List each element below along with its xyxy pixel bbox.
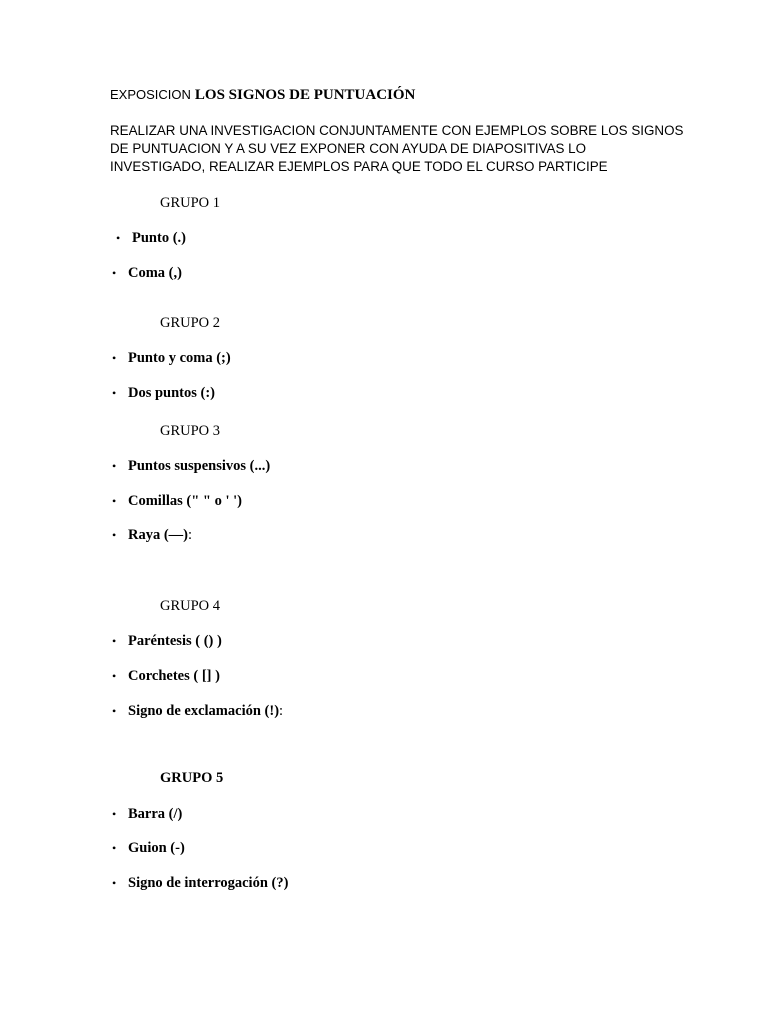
bullet-icon: • — [112, 807, 117, 821]
bullet-icon: • — [112, 494, 117, 508]
list-item-text: Guion (-) — [128, 840, 185, 856]
intro-line: REALIZAR UNA INVESTIGACION CONJUNTAMENTE CON EJEMPLOS SOBRE LOS SIGNOS — [110, 123, 684, 138]
bullet-icon: • — [112, 704, 117, 718]
list-item-text: Barra (/) — [128, 806, 183, 822]
bullet-icon: • — [116, 231, 121, 245]
list-item-text: Comillas (" " o ' ') — [128, 493, 242, 509]
bullet-icon: • — [112, 528, 117, 542]
list-item-text: Punto (.) — [132, 230, 186, 246]
list-item-text: Raya (—) — [128, 527, 189, 543]
list-item — [112, 493, 242, 510]
bullet-icon: • — [112, 386, 117, 400]
list-item — [112, 458, 270, 475]
list-item — [112, 840, 185, 857]
list-item-text: Corchetes ( [] ) — [128, 668, 220, 684]
list-item-text: Coma (,) — [128, 265, 182, 281]
bullet-icon: • — [112, 634, 117, 648]
list-item-suffix: : — [188, 527, 193, 543]
bullet-icon: • — [112, 669, 117, 683]
list-item — [112, 265, 182, 282]
list-item-text: Puntos suspensivos (...) — [128, 458, 271, 474]
list-item — [112, 668, 220, 685]
bullet-icon: • — [112, 351, 117, 365]
group-heading: GRUPO 4 — [160, 598, 221, 614]
list-item-text: Signo de interrogación (?) — [128, 875, 289, 891]
bullet-icon: • — [112, 459, 117, 473]
bullet-icon: • — [112, 841, 117, 855]
document-title — [110, 86, 415, 104]
group-heading: GRUPO 1 — [160, 195, 221, 211]
list-item-text: Paréntesis ( () ) — [128, 633, 222, 649]
list-item-text: Dos puntos (:) — [128, 385, 216, 401]
list-item-text: Signo de exclamación (!) — [128, 703, 280, 719]
title-main: LOS SIGNOS DE PUNTUACIÓN — [194, 87, 416, 103]
group-heading: GRUPO 3 — [160, 423, 221, 439]
list-item — [116, 230, 186, 247]
list-item — [112, 527, 192, 544]
list-item-suffix: : — [279, 703, 284, 719]
list-item — [112, 875, 288, 892]
title-prefix: EXPOSICION — [110, 87, 191, 102]
bullet-icon: • — [112, 876, 117, 890]
intro-line: DE PUNTUACION Y A SU VEZ EXPONER CON AYUDA DE DIAPOSITIVAS LO — [110, 141, 586, 156]
list-item — [112, 350, 231, 367]
list-item — [112, 806, 182, 823]
intro-paragraph — [110, 122, 684, 176]
list-item — [112, 703, 283, 720]
bullet-icon: • — [112, 266, 117, 280]
group-heading: GRUPO 5 — [160, 770, 224, 786]
list-item — [112, 385, 215, 402]
intro-line: INVESTIGADO, REALIZAR EJEMPLOS PARA QUE TODO EL CURSO PARTICIPE — [110, 159, 608, 174]
list-item — [112, 633, 222, 650]
group-heading: GRUPO 2 — [160, 315, 221, 331]
list-item-text: Punto y coma (;) — [128, 350, 231, 366]
